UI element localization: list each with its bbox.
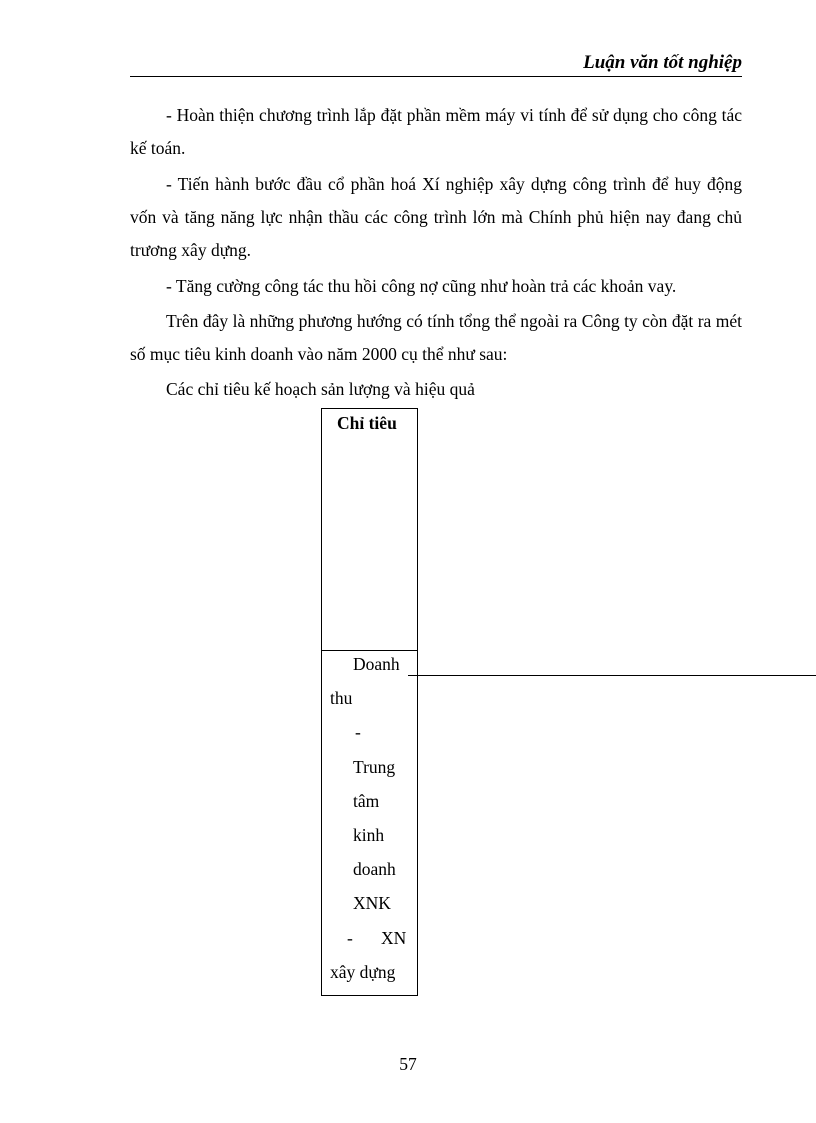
table-cell-line: Trung — [353, 757, 396, 777]
table-cell-line: - — [355, 722, 361, 742]
table-cell-line: tâm — [353, 791, 380, 811]
header-rule — [130, 76, 742, 77]
table-cell-line: thu — [330, 688, 353, 708]
table-cell-line: XNK — [353, 893, 391, 913]
table-cell-line: xây dựng — [330, 962, 396, 982]
table-cell-line: Doanh — [353, 654, 400, 674]
paragraph-3: - Tăng cường công tác thu hồi công nợ cũng như hoàn trả các khoản vay. — [166, 276, 677, 296]
table-caption: Các chỉ tiêu kế hoạch sản lượng và hiệu quả — [166, 379, 475, 399]
paragraph-4: Trên đây là những phương hướng có tính tổng thể ngoài ra Công ty còn đặt ra mét số mục tiêu kinh doanh vào năm 2000 cụ thể như sau: — [130, 311, 742, 364]
table-cell-line: - — [347, 928, 353, 948]
page-number: 57 — [399, 1054, 417, 1074]
paragraph-2: - Tiến hành bước đầu cổ phần hoá Xí nghiệp xây dựng công trình để huy động vốn và tăng năng lực nhận thầu các công trình lớn mà Chính phủ hiện nay đang chủ trương xây dựng. — [130, 174, 742, 260]
table-overflow-rule — [408, 675, 816, 676]
table-row-divider — [321, 650, 418, 651]
table-cell-line: kinh — [353, 825, 385, 845]
table-cell-line: XN — [381, 928, 407, 948]
table-cell-line: doanh — [353, 859, 396, 879]
table-header-indicator: Chỉ tiêu — [337, 413, 397, 433]
running-header-title: Luận văn tốt nghiệp — [583, 52, 742, 73]
paragraph-1: - Hoàn thiện chương trình lắp đặt phần mềm máy vi tính để sử dụng cho công tác kế toán. — [130, 105, 742, 158]
